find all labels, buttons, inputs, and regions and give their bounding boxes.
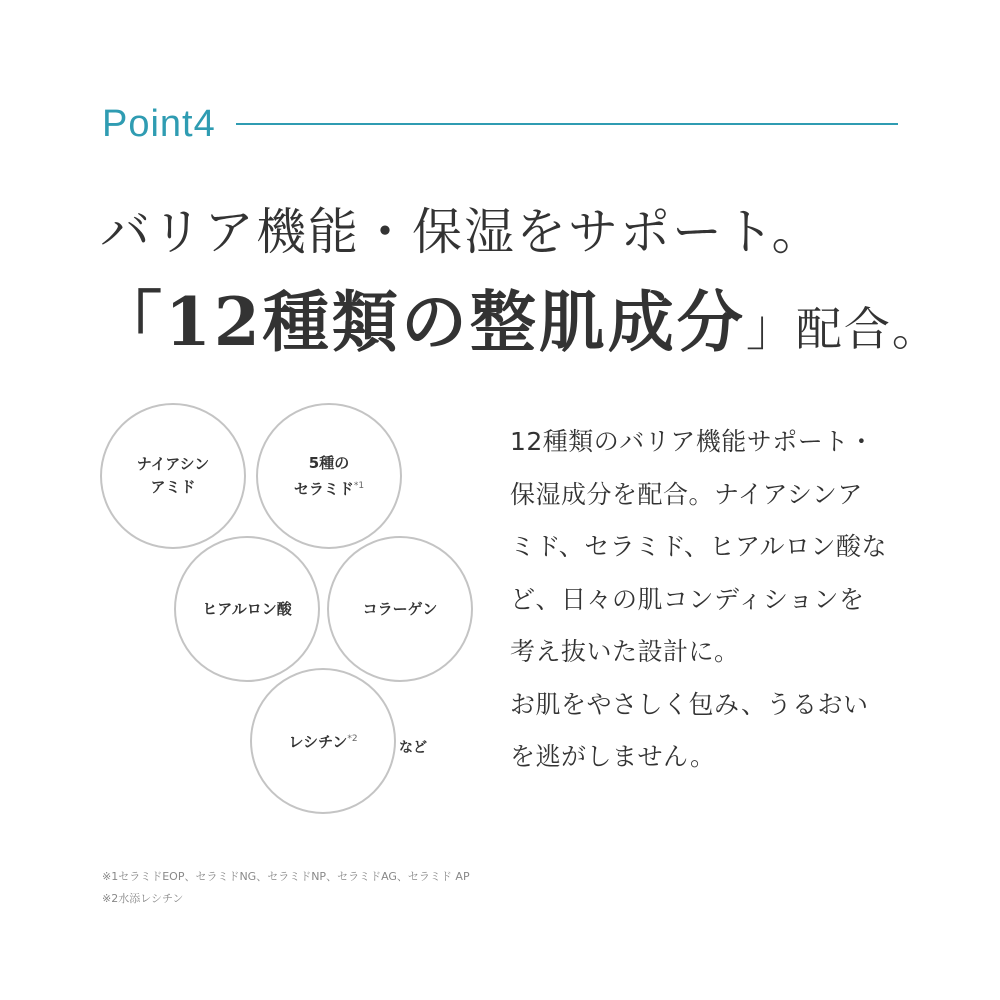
ingredients-etc-label: など [399,740,427,756]
body-line: ミド、セラミド、ヒアルロン酸な [510,532,888,561]
header-divider-line [236,123,898,125]
ingredient-label: アミド [150,478,196,496]
footnote-2: ※2水添レシチン [102,892,184,905]
headline-close-bracket: 」 [745,299,796,357]
headline-open-bracket: 「 [96,283,165,361]
ingredient-circle-niacinamide [100,403,246,549]
headline-line-2 [96,278,940,384]
body-description [510,416,910,784]
footnotes [102,866,470,910]
ingredient-circle-lecithin [250,668,396,814]
point-label: Point4 [102,103,216,145]
ingredient-label: 5種の [308,453,350,472]
footnote-1: ※1セラミドEOP、セラミドNG、セラミドNP、セラミドAG、セラミド AP [102,870,470,883]
ingredient-label: ヒアルロン酸 [202,599,292,618]
body-line: 保湿成分を配合。ナイアシンア [510,479,863,509]
body-line: 考え抜いた設計に。 [510,637,740,666]
ingredient-circle-collagen [327,536,473,682]
point-header [102,100,898,150]
body-line: を逃がしません。 [510,742,716,771]
footnote-marker: *2 [347,734,358,744]
headline-emphasis: 12種類の整肌成分 [165,283,746,361]
headline-suffix: 配合。 [795,302,940,356]
ingredient-circle-hyaluronic-acid [174,536,320,682]
body-line: ど、日々の肌コンディションを [510,584,865,614]
ingredient-label: セラミド [293,479,354,498]
ingredient-label: レシチン [288,733,348,751]
body-line: 12種類のバリア機能サポート・ [510,427,875,456]
ingredient-label: コラーゲン [362,599,438,618]
ingredient-label: ナイアシン [136,455,210,473]
body-line: お肌をやさしく包み、うるおい [510,689,869,719]
ingredient-circle-ceramide [256,403,402,549]
headline-line-1: バリア機能・保湿をサポート。 [100,203,824,261]
footnote-marker: *1 [353,480,365,491]
